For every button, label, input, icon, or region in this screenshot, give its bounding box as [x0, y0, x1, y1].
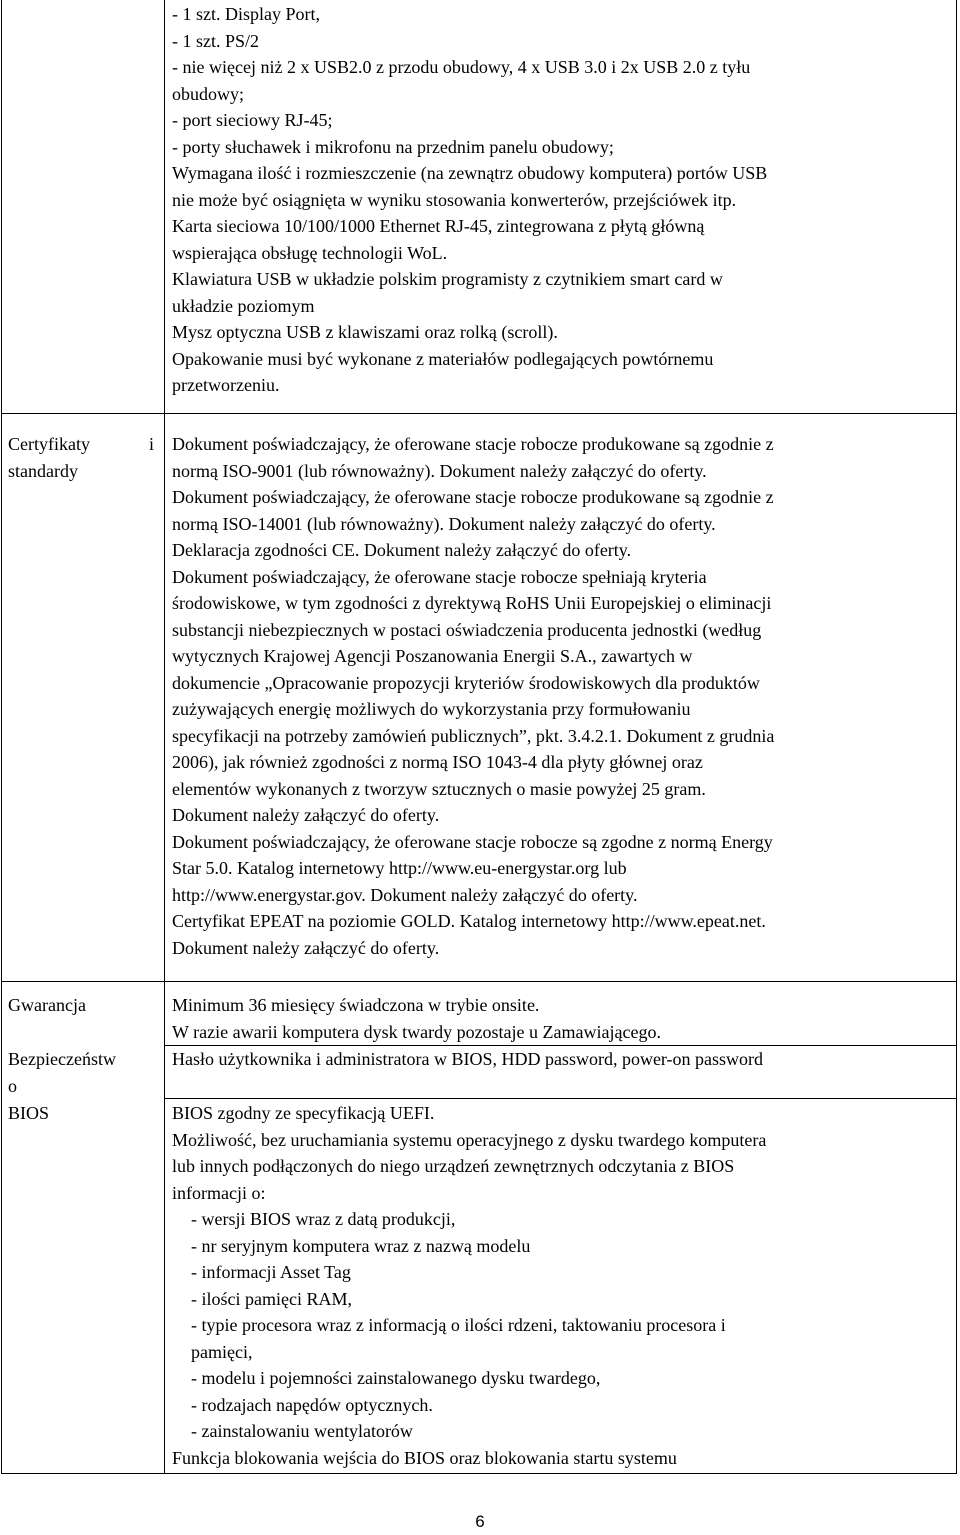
text-line: Wymagana ilość i rozmieszczenie (na zewnątrz obudowy komputera) portów USB [172, 163, 768, 183]
row-warranty-content [172, 992, 661, 1045]
label-line: Certyfikaty [8, 434, 90, 454]
text-line: Dokument poświadczający, że oferowane stacje robocze produkowane są zgodnie z [172, 434, 774, 454]
text-line: BIOS zgodny ze specyfikacją UEFI. [172, 1103, 435, 1123]
table-right-border [956, 0, 957, 1474]
text-line: normą ISO-9001 (lub równoważny). Dokument należy załączyć do oferty. [172, 460, 707, 481]
text-line: Certyfikat EPEAT na poziomie GOLD. Katalog internetowy http://www.epeat.net. [172, 911, 766, 931]
row-bios-content [172, 1100, 766, 1471]
text-line: obudowy; [172, 83, 244, 104]
text-line: - 1 szt. PS/2 [172, 30, 260, 51]
list-item: - zainstalowaniu wentylatorów [191, 1421, 413, 1441]
text-line: Minimum 36 miesięcy świadczona w trybie onsite. [172, 995, 540, 1015]
table-left-border [1, 0, 2, 1474]
list-item: - rodzajach napędów optycznych. [191, 1394, 433, 1415]
text-line: Hasło użytkownika i administratora w BIOS, HDD password, power-on password [172, 1049, 764, 1069]
text-line: http://www.energystar.gov. Dokument należy załączyć do oferty. [172, 884, 638, 905]
text-line: Dokument należy załączyć do oferty. [172, 937, 440, 958]
text-line: - 1 szt. Display Port, [172, 4, 320, 24]
row-certificates-label-conjunction: i [149, 434, 155, 454]
text-line: Star 5.0. Katalog internetowy http://www.eu-energystar.org lub [172, 858, 627, 878]
list-item: pamięci, [191, 1341, 253, 1362]
text-line: normą ISO-14001 (lub równoważny). Dokument należy załączyć do oferty. [172, 513, 716, 534]
column-divider [164, 0, 165, 1474]
text-line: nie może być osiągnięta w wyniku stosowania konwerterów, przejściówek itp. [172, 189, 737, 210]
text-line: Dokument należy załączyć do oferty. [172, 805, 440, 825]
label-line: BIOS [8, 1103, 50, 1123]
text-line: Dokument poświadczający, że oferowane stacje robocze spełniają kryteria [172, 566, 707, 587]
text-line: przetworzeniu. [172, 375, 280, 395]
text-line: zużywających energię możliwych do wykorzystania przy formułowaniu [172, 699, 691, 719]
row-separator [1, 981, 957, 982]
text-line: układzie poziomym [172, 295, 315, 316]
text-line: środowiskowe, w tym zgodności z dyrektywą RoHS Unii Europejskiej o eliminacji [172, 593, 772, 613]
text-line: W razie awarii komputera dysk twardy pozostaje u Zamawiającego. [172, 1021, 661, 1042]
list-item: - nr seryjnym komputera wraz z nazwą modelu [191, 1235, 531, 1256]
list-item: - modelu i pojemności zainstalowanego dysku twardego, [191, 1368, 601, 1388]
row-security-content [172, 1046, 763, 1073]
row-separator [1, 413, 957, 414]
table-bottom-border [1, 1473, 957, 1474]
text-line: - port sieciowy RJ-45; [172, 110, 333, 130]
text-line: elementów wykonanych z tworzyw sztucznych o masie powyżej 25 gram. [172, 778, 706, 799]
list-item: - typie procesora wraz z informacją o ilości rdzeni, taktowaniu procesora i [191, 1315, 726, 1335]
row-separator [164, 1098, 957, 1099]
text-line: - nie więcej niż 2 x USB2.0 z przodu obudowy, 4 x USB 3.0 i 2x USB 2.0 z tyłu [172, 57, 751, 77]
row-ports-content [172, 1, 767, 399]
label-line: Bezpieczeństw [8, 1049, 116, 1069]
text-line: Funkcja blokowania wejścia do BIOS oraz blokowania startu systemu [172, 1447, 677, 1468]
text-line: lub innych podłączonych do niego urządzeń zewnętrznych odczytania z BIOS [172, 1156, 735, 1176]
row-bios-label [8, 1100, 49, 1127]
list-item: - ilości pamięci RAM, [191, 1288, 352, 1309]
text-line: Opakowanie musi być wykonane z materiałów podlegających powtórnemu [172, 348, 714, 369]
text-line: Klawiatura USB w układzie polskim programisty z czytnikiem smart card w [172, 269, 723, 289]
list-item: - wersji BIOS wraz z datą produkcji, [191, 1209, 456, 1229]
text-line: Możliwość, bez uruchamiania systemu operacyjnego z dysku twardego komputera [172, 1129, 767, 1150]
text-line: dokumencie „Opracowanie propozycji kryteriów środowiskowych dla produktów [172, 672, 760, 693]
row-warranty-label [8, 992, 86, 1019]
label-line: Gwarancja [8, 995, 86, 1015]
label-line: standardy [8, 460, 78, 481]
text-line: wytycznych Krajowej Agencji Poszanowania Energii S.A., zawartych w [172, 646, 693, 666]
text-line: 2006), jak również zgodności z normą ISO 1043-4 dla płyty głównej oraz [172, 752, 703, 772]
text-line: Dokument poświadczający, że oferowane stacje robocze produkowane są zgodnie z [172, 487, 774, 507]
text-line: informacji o: [172, 1182, 266, 1203]
row-security-label [8, 1046, 116, 1099]
text-line: wspierająca obsługę technologii WoL. [172, 242, 448, 263]
text-line: Deklaracja zgodności CE. Dokument należy załączyć do oferty. [172, 540, 632, 560]
page-number: 6 [475, 1512, 485, 1531]
row-certificates-label [8, 431, 90, 484]
text-line: substancji niebezpiecznych w postaci oświadczenia producenta jednostki (według [172, 619, 762, 640]
text-line: Dokument poświadczający, że oferowane stacje robocze są zgodne z normą Energy [172, 831, 773, 852]
text-line: specyfikacji na potrzeby zamówień publicznych”, pkt. 3.4.2.1. Dokument z grudnia [172, 725, 775, 746]
label-line: o [8, 1075, 17, 1096]
text-line: Karta sieciowa 10/100/1000 Ethernet RJ-45, zintegrowana z płytą główną [172, 216, 705, 236]
text-line: Mysz optyczna USB z klawiszami oraz rolką (scroll). [172, 322, 558, 342]
text-line: - porty słuchawek i mikrofonu na przednim panelu obudowy; [172, 136, 614, 157]
list-item: - informacji Asset Tag [191, 1262, 351, 1282]
row-certificates-content [172, 431, 774, 961]
